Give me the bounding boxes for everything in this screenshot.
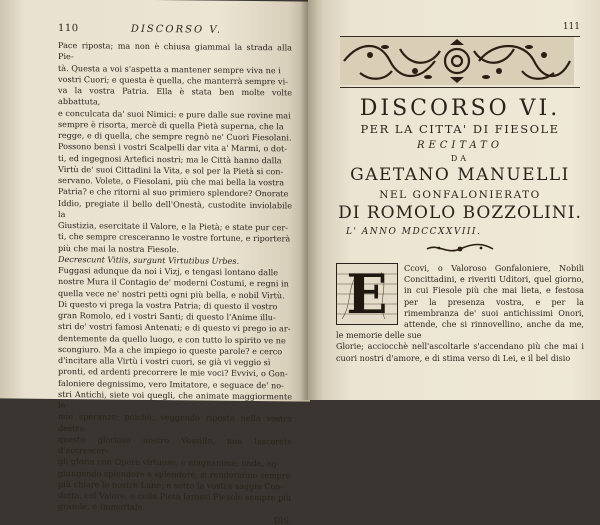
text-line: servano. Volete, o Fiesolani, più che mai bella la vostra xyxy=(58,174,285,188)
left-paragraph-2 xyxy=(58,265,292,515)
title-block xyxy=(336,96,584,223)
text-line: giungendo splendore a splendore, si renderanno sempre xyxy=(58,467,291,480)
opening-text: Ccovi, o Valoroso Gonfaloniere, Nobili Concittadini, e riveriti Uditori, quel giorno, in cui Fiesole più che mai lieta, e festosa per la presenza vostra, e per la rimembranza de' suoi antichissimi Onori, attende, che si rinnovellino, anche da me, le memorie delle sue xyxy=(336,263,584,341)
text-line: grande, e Immortale. xyxy=(58,501,145,513)
text-line: pronti, ed ardenti precorrere le mie voci? Evvivi, o Gon- xyxy=(58,366,288,379)
left-body-text xyxy=(58,40,292,515)
page-number-right: 111 xyxy=(562,22,580,32)
author-name: GAETANO MANUELLI xyxy=(350,165,570,185)
year-line: L' ANNO MDCCXXVIII. xyxy=(346,227,482,237)
text-line: tà. Questa a voi s'aspetta a mantener sempre viva ne i xyxy=(58,62,281,75)
text-line: faloniere degnissimo, vero Imitatore, e seguace de' no- xyxy=(58,377,284,390)
text-line: Patria? e che ritorni al suo primiero splendore? Onorate xyxy=(58,186,289,199)
catchword: DIS- xyxy=(273,514,292,525)
ornamental-divider xyxy=(336,243,584,255)
text-line: mie speranze; poichè, veggendo riposto nella vostra destra xyxy=(58,411,292,433)
recitato-label: RECITATO xyxy=(416,140,504,151)
right-page xyxy=(308,0,600,400)
text-line: Iddio, pregiate il bello dell'Onestà, custodite inviolabile la xyxy=(58,197,292,219)
text-line: e conculcata da' suoi Nimici: e pure dalle sue rovine mai xyxy=(58,107,291,120)
text-line: gran Romolo, ed i vostri Santi; di questo l'Anime illu- xyxy=(58,309,276,323)
text-line: più che mai la nostra Fiesole. xyxy=(58,242,180,254)
continued-text: Glorie; acciocchè nell'ascoltarle s'accendano più che mai i cuori nostri d'amore, e di stima verso di Lei, e il bel disio xyxy=(336,341,584,363)
text-line: dentemente da quello luogo, e con tutto lo spirito ve ne xyxy=(58,332,286,345)
text-line: questo glorioso nostro Vessillo, non lascerete d'accrescer- xyxy=(58,433,292,456)
text-line: stri Antichi, siete voi quegli, che animate maggiormente le xyxy=(58,388,292,411)
text-line: Fuggasi adunque da noi i Vizj, e tengasi lontano dalle xyxy=(58,264,279,278)
text-line: quella vece ne' nostri petti ogni più bella, e nobil Virtù. xyxy=(58,287,285,300)
gonfalonierato-label: NEL GONFALONIERATO xyxy=(379,189,541,201)
vine-divider-icon xyxy=(425,243,495,255)
running-head-left xyxy=(58,23,292,36)
text-line: sempre è risorta, mercè di quella Pietà superna, che la xyxy=(58,118,284,132)
text-line: Virtù de' suoi Cittadini la Vita, e sol per la Pietà si con- xyxy=(58,163,284,177)
text-line: Di questo vi prega la vostra Patria; di questo il vostro xyxy=(58,298,278,312)
initial-letter: E xyxy=(346,262,388,326)
text-line: dotta, col Valore, e colla Pietà farassi Fiesole sempre più xyxy=(58,489,292,503)
discourse-subtitle: PER LA CITTA' DI FIESOLE xyxy=(360,122,560,136)
running-title: DISCORSO V. xyxy=(130,23,222,36)
text-line: Giustizia, esercitate il Valore, e la Pietà; e state pur cer- xyxy=(58,219,288,233)
text-line: vostri Cuori; e questa è quella, che manterrà sempre vi- xyxy=(58,73,288,87)
ornamental-headpiece xyxy=(340,36,580,88)
text-line: regge, e di quella, che sempre regnò ne' Cuori Fiesolani. xyxy=(58,129,292,143)
decorated-initial xyxy=(336,263,398,325)
text-line: gli gloria con Opere virtuose, e magnanime; onde, ag- xyxy=(58,456,280,469)
text-line: Possono bensì i vostri Scalpelli dar vita a' Marmi, o dot- xyxy=(58,141,287,154)
latin-quote: Decrescunt Vitiis, surgunt Virtutibus Urbes. xyxy=(58,253,240,266)
text-line: stri de' vostri famosi Antenati; e di questo vi prego io ar- xyxy=(58,321,291,334)
text-line: scongiuro. Ma a che impiego io queste parole? e cerco xyxy=(58,343,283,357)
text-line: più chiare le nostre Lune; e sotto la vostra saggia Con- xyxy=(58,478,284,492)
opening-paragraph xyxy=(336,263,584,364)
text-line: ti, ed ingegnosi Artefici nostri; ma le Città hanno dalla xyxy=(58,152,282,165)
text-line: Pace riposta; ma non è chiusa giammai la strada alla Pie- xyxy=(58,39,292,62)
text-line: d'incitare alla Virtù i vostri cuori, se già vi veggio sì xyxy=(58,354,271,368)
left-paragraph-1 xyxy=(58,40,292,256)
floral-scroll-ornament-icon xyxy=(340,37,574,85)
text-line: ti, che sempre cresceranno le vostre fortune, e riporterà xyxy=(58,231,291,244)
text-line: nostre Mura il Contagio de' moderni Costumi, e regni in xyxy=(58,276,289,289)
da-label: DA xyxy=(450,154,470,163)
text-line: va la vostra Patria. Ella è stata ben molte volte abbattuta, xyxy=(58,84,292,107)
page-number-left: 110 xyxy=(58,22,79,35)
gonfaloniere-name: DI ROMOLO BOZZOLINI. xyxy=(338,203,582,223)
discourse-title: DISCORSO VI. xyxy=(359,96,561,121)
